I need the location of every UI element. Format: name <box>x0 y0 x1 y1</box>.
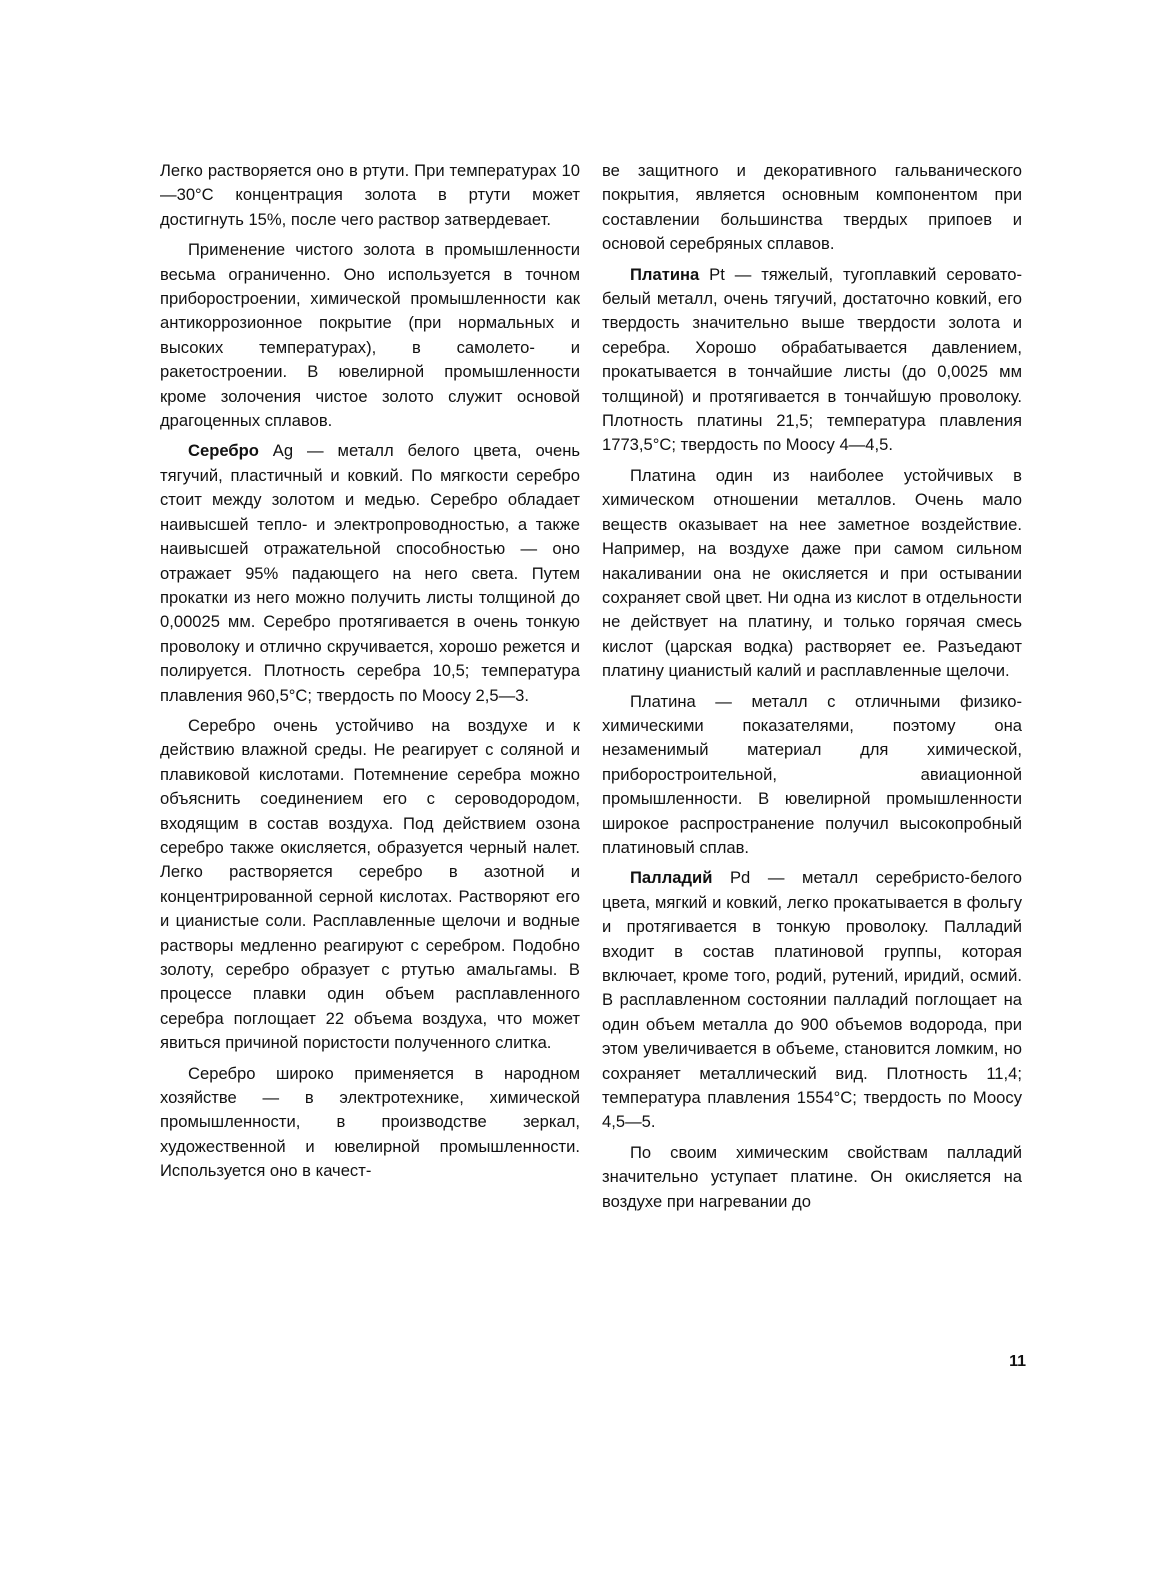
paragraph-silver-properties <box>160 439 580 707</box>
paragraph-silver-applications <box>160 1062 580 1184</box>
paragraph-palladium-chemistry <box>602 1141 1022 1214</box>
paragraph-text: Платина один из наиболее устойчивых в химическом отношении металлов. Очень мало веществ оказывает на нее заметное воздействие. Например, на воздухе даже при самом сильном накаливании она не окисляется и при остывании сохраняет свой цвет. Ни одна из кислот в отдельности не действует на платину, и только горячая смесь кислот (царская водка) растворяет ее. Разъедают платину цианистый калий и расплавленные щелочи. <box>602 465 1022 681</box>
paragraph-text: Pd — металл серебристо-белого цвета, мягкий и ковкий, легко прокатывается в фольгу и протягивается в тонкую проволоку. Палладий входит в состав платиновой группы, которая включает, кроме того, родий, рутений, иридий, осмий. В расплавленном состоянии палладий поглощает на один объем металла до 900 объемов водорода, при этом увеличивается в объеме, становится ломким, но сохраняет металлический вид. Плотность 11,4; температура плавления 1554°С; твердость по Моосу 4,5—5. <box>602 868 1022 1132</box>
page-number: 11 <box>1009 1353 1026 1370</box>
paragraph-silver-applications-cont <box>602 159 1022 257</box>
paragraph-text: Серебро широко применяется в народном хозяйстве — в электротехнике, химической промышленности, в производстве зеркал, художественной и ювелирной промышленности. Используется оно в качест- <box>160 1063 580 1181</box>
paragraph-silver-stability <box>160 714 580 1056</box>
paragraph-gold-applications <box>160 238 580 433</box>
paragraph-text: По своим химическим свойствам палладий значительно уступает платине. Он окисляется на воздухе при нагревании до <box>602 1142 1022 1211</box>
right-column <box>602 159 1022 1220</box>
term-palladium: Палладий <box>630 868 713 888</box>
paragraph-text: Pt — тяжелый, тугоплавкий серовато-белый металл, очень тягучий, достаточно ковкий, его твердость значительно выше твердости золота и серебра. Хорошо обрабатывается давлением, прокатывается в тончайшие листы (до 0,0025 мм толщиной) и протягивается в тончайшую проволоку. Плотность платины 21,5; температура плавления 1773,5°С; твердость по Моосу 4—4,5. <box>602 264 1022 455</box>
term-silver: Серебро <box>188 441 259 461</box>
paragraph-text: Применение чистого золота в промышленности весьма ограниченно. Оно используется в точном приборостроении, химической промышленности как антикоррозионное покрытие (при нормальных и высоких температурах), в самолето- и ракетостроении. В ювелирной промышленности кроме золочения чистое золото служит основой драгоценных сплавов. <box>160 240 580 431</box>
left-column <box>160 159 580 1190</box>
paragraph-text: Серебро очень устойчиво на воздухе и к действию влажной среды. Не реагирует с соляной и плавиковой кислотами. Потемнение серебра можно объяснить соединением его с сероводородом, входящим в состав воздуха. Под действием озона серебро также окисляется, образуется черный налет. Легко растворяется серебро в азотной и концентрированной серной кислотах. Растворяют его и цианистые соли. Расплавленные щелочи и водные растворы медленно реагируют с серебром. Подобно золоту, серебро образует с ртутью амальгамы. В процессе плавки один объем расплавленного серебра поглощает 22 объема воздуха, что может явиться причиной пористости полученного слитка. <box>160 715 580 1053</box>
paragraph-text: Ag — металл белого цвета, очень тягучий, пластичный и ковкий. По мягкости серебро стоит между золотом и медью. Серебро обладает наивысшей тепло- и электропроводностью, а также наивысшей отражательной способностью — оно отражает 95% падающего на него света. Путем прокатки из него можно получить листы толщиной до 0,00025 мм. Серебро протягивается в очень тонкую проволоку и отлично скручивается, хорошо режется и полируется. Плотность серебра 10,5; температура плавления 960,5°С; твердость по Моосу 2,5—3. <box>160 441 580 705</box>
paragraph-palladium-properties <box>602 866 1022 1134</box>
paragraph-text: ве защитного и декоративного гальванического покрытия, является основным компонентом при составлении большинства твердых припоев и основой серебряных сплавов. <box>602 161 1022 254</box>
paragraph-platinum-properties <box>602 263 1022 458</box>
term-platinum: Платина <box>630 264 700 284</box>
paragraph-text: Платина — металл с отличными физико-химическими показателями, поэтому она незаменимый материал для химической, приборостроительной, авиационной промышленности. В ювелирной промышленности широкое распространение получил высокопробный платиновый сплав. <box>602 691 1022 857</box>
paragraph-platinum-applications <box>602 690 1022 861</box>
paragraph-text: Легко растворяется оно в ртути. При температурах 10—30°С концентрация золота в ртути может достигнуть 15%, после чего раствор затвердевает. <box>160 161 580 229</box>
paragraph-platinum-stability <box>602 464 1022 684</box>
paragraph-gold-mercury <box>160 159 580 232</box>
